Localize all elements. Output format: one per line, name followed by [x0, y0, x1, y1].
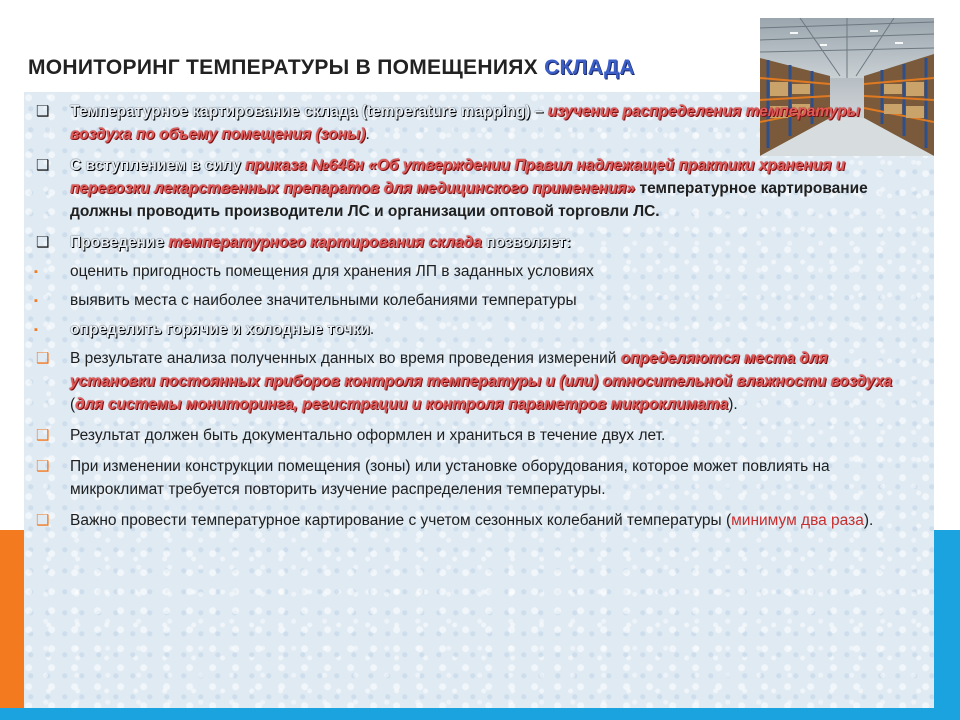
slide-title-text: МОНИТОРИНГ ТЕМПЕРАТУРЫ В ПОМЕЩЕНИЯХ — [28, 56, 538, 79]
square-bullet-icon: ▪ — [34, 324, 38, 336]
text-run: С вступлением в силу — [70, 157, 246, 174]
orange-checkbox-bullet-icon: ❑ — [36, 458, 50, 475]
text-run: минимум два раза — [731, 512, 864, 529]
text-run: При изменении конструкции помещения (зоны) или установке оборудования, которое может повлиять на микроклимат требуется повторить изучение распределения температуры. — [70, 458, 830, 498]
list-item — [34, 509, 914, 532]
orange-checkbox-bullet-icon: ❑ — [36, 512, 50, 529]
text-run: ). — [728, 396, 738, 413]
list-item — [34, 154, 914, 223]
text-run: определить горячие и холодные точки — [70, 321, 370, 338]
square-bullet-icon: ▪ — [34, 266, 38, 278]
text-run: приказа №646н «Об утверждении Правил надлежащей практики хранения и перевозки лекарственных препаратов для медицинского применения» — [70, 157, 846, 197]
list-item — [34, 318, 914, 341]
list-item-text — [70, 321, 374, 338]
text-run: В результате анализа полученных данных во время проведения измерений — [70, 350, 621, 367]
list-item — [34, 424, 914, 447]
text-run: Проведение — [70, 234, 169, 251]
list-item — [34, 231, 914, 254]
list-item-text — [70, 157, 868, 220]
text-run: позволяет: — [481, 234, 571, 251]
text-run: для системы мониторинга, регистрации и контроля параметров микроклимата — [75, 396, 729, 413]
list-item — [34, 347, 914, 416]
list-item-text — [70, 458, 830, 498]
text-run: Результат должен быть документально оформлен и храниться в течение двух лет. — [70, 427, 666, 444]
text-run: температурного картирования склада — [168, 234, 482, 251]
list-item-text — [70, 427, 665, 444]
slide-title-accent: СКЛАДА — [544, 56, 635, 79]
checkbox-bullet-icon: ❑ — [36, 157, 50, 174]
text-run: Важно провести температурное картирование с учетом сезонных колебаний температуры ( — [70, 512, 732, 529]
blue-bottom-bar — [0, 708, 960, 720]
square-bullet-icon: ▪ — [34, 295, 38, 307]
blue-side-bar — [934, 530, 960, 720]
list-item-text — [70, 350, 892, 413]
checkbox-bullet-icon: ❑ — [36, 234, 50, 251]
text-run: Температурное картирование склада (temperature mapping) – — [70, 103, 548, 120]
bullet-list — [34, 100, 914, 540]
slide-title — [28, 56, 635, 80]
list-item-text — [70, 263, 594, 280]
text-run: выявить места с наиболее значительными колебаниями температуры — [70, 292, 577, 309]
orange-checkbox-bullet-icon: ❑ — [36, 427, 50, 444]
text-run: изучение распределения — [547, 103, 742, 120]
text-run: определяются места для установки постоянных приборов контроля температуры и (или) относительной влажности воздуха — [70, 350, 893, 390]
checkbox-bullet-icon: ❑ — [36, 103, 50, 120]
list-item-text — [70, 512, 873, 529]
list-item-text — [70, 292, 577, 309]
text-run: ( — [70, 396, 76, 413]
list-item — [34, 289, 914, 312]
orange-side-bar — [0, 530, 24, 720]
text-run: температурное картирование должны проводить производители ЛС и организации оптовой торговли ЛС. — [70, 180, 868, 220]
text-run: температуры воздуха по объему помещения (зоны) — [70, 103, 861, 143]
list-item — [34, 100, 914, 146]
text-run: . — [365, 126, 370, 143]
text-run: оценить пригодность помещения для хранения ЛП в заданных условиях — [70, 263, 594, 280]
text-run: ). — [863, 512, 874, 529]
list-item — [34, 455, 914, 501]
list-item-text — [70, 103, 860, 143]
list-item — [34, 260, 914, 283]
text-run: . — [369, 321, 375, 338]
orange-checkbox-bullet-icon: ❑ — [36, 350, 50, 367]
list-item-text — [70, 234, 571, 251]
